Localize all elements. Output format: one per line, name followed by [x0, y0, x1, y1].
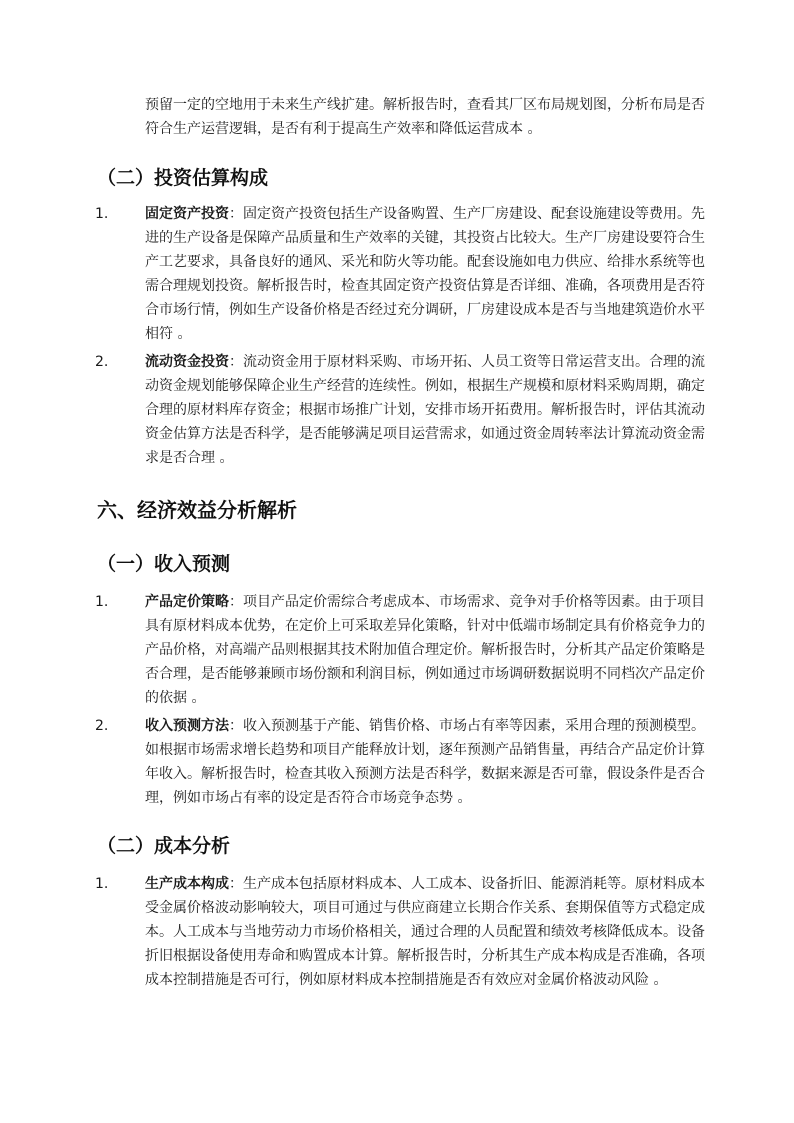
item-term: 生产成本构成: [145, 876, 229, 892]
item-separator: ：: [229, 594, 243, 610]
subsection-heading-revenue: （一）收入预测: [97, 553, 231, 575]
list-item: [95, 590, 705, 710]
item-number: 1.: [95, 876, 109, 892]
subsection-heading-investment: （二）投资估算构成: [97, 167, 269, 189]
section-heading-economic-benefit: 六、经济效益分析解析: [97, 498, 297, 522]
item-term: 流动资金投资: [145, 354, 229, 370]
continuation-paragraph: 预留一定的空地用于未来生产线扩建。解析报告时，查看其厂区布局规划图，分析布局是否符合生产运营逻辑，是否有利于提高生产效率和降低运营成本 。: [145, 97, 705, 137]
item-text: 收入预测基于产能、销售价格、市场占有率等因素，采用合理的预测模型。如根据市场需求增长趋势和项目产能释放计划，逐年预测产品销售量，再结合产品定价计算年收入。解析报告时，检查其收入预测方法是否科学，数据来源是否可靠，假设条件是否合理，例如市场占有率的设定是否符合市场竞争态势 。: [145, 718, 705, 806]
item-number: 1.: [95, 206, 109, 222]
item-separator: ：: [229, 718, 243, 734]
list-item: [95, 714, 705, 810]
item-separator: ：: [229, 354, 243, 370]
list-item: [95, 350, 705, 470]
item-number: 2.: [95, 718, 109, 734]
item-text: 流动资金用于原材料采购、市场开拓、人员工资等日常运营支出。合理的流动资金规划能够保障企业生产经营的连续性。例如，根据生产规模和原材料采购周期，确定合理的原材料库存资金；根据市场推广计划，安排市场开拓费用。解析报告时，评估其流动资金估算方法是否科学，是否能够满足项目运营需求，如通过资金周转率法计算流动资金需求是否合理 。: [145, 354, 705, 466]
item-term: 产品定价策略: [145, 594, 229, 610]
item-term: 收入预测方法: [145, 718, 229, 734]
item-term: 固定资产投资: [145, 206, 229, 222]
item-separator: ：: [229, 876, 243, 892]
list-item: [95, 202, 705, 346]
item-number: 1.: [95, 594, 109, 610]
item-text: 生产成本包括原材料成本、人工成本、设备折旧、能源消耗等。原材料成本受金属价格波动影响较大，项目可通过与供应商建立长期合作关系、套期保值等方式稳定成本。人工成本与当地劳动力市场价格相关，通过合理的人员配置和绩效考核降低成本。设备折旧根据设备使用寿命和购置成本计算。解析报告时，分析其生产成本构成是否准确，各项成本控制措施是否可行，例如原材料成本控制措施是否有效应对金属价格波动风险 。: [145, 876, 705, 988]
item-text: 固定资产投资包括生产设备购置、生产厂房建设、配套设施建设等费用。先进的生产设备是保障产品质量和生产效率的关键，其投资占比较大。生产厂房建设要符合生产工艺要求，具备良好的通风、采光和防火等功能。配套设施如电力供应、给排水系统等也需合理规划投资。解析报告时，检查其固定资产投资估算是否详细、准确，各项费用是否符合市场行情，例如生产设备价格是否经过充分调研，厂房建设成本是否与当地建筑造价水平相符 。: [145, 206, 705, 342]
subsection-heading-cost: （二）成本分析: [97, 835, 231, 857]
item-separator: ：: [229, 206, 243, 222]
list-item: [95, 872, 705, 992]
item-number: 2.: [95, 354, 109, 370]
item-text: 项目产品定价需综合考虑成本、市场需求、竞争对手价格等因素。由于项目具有原材料成本优势，在定价上可采取差异化策略，针对中低端市场制定具有价格竞争力的产品价格，对高端产品则根据其技术附加值合理定价。解析报告时，分析其产品定价策略是否合理，是否能够兼顾市场份额和利润目标，例如通过市场调研数据说明不同档次产品定价的依据 。: [145, 594, 705, 706]
